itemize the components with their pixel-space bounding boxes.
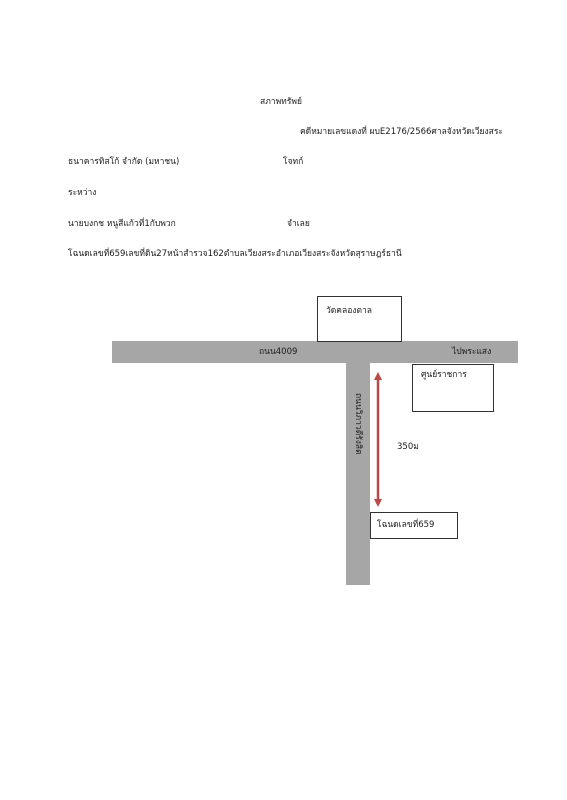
case-number: คดีหมายเลขแดงที่ ผบE2176/2566ศาลจังหวัดเวียงสระ <box>300 127 503 137</box>
plaintiff-name: ธนาคารทิสโก้ จำกัด (มหาชน) <box>68 157 180 167</box>
direction-label: ไปพระแสง <box>452 347 492 357</box>
temple-label: วัดคลองตาล <box>326 306 372 316</box>
distance-label: 350ม <box>397 442 419 452</box>
document-title: สภาพทรัพย์ <box>260 97 302 107</box>
property-description: โฉนดเลขที่659เลขที่ดิน27หน้าสำรวจ162ตำบลเวียงสระอำเภอเวียงสระจังหวัดสุราษฎร์ธานี <box>68 249 402 259</box>
defendant-role: จำเลย <box>287 219 310 229</box>
plaintiff-role: โจทก์ <box>283 157 304 167</box>
parcel-label: โฉนดเลขที่659 <box>377 520 435 530</box>
between-label: ระหว่าง <box>68 188 97 198</box>
side-road-label: ถนนวิภาวดีรังสิต <box>353 393 363 455</box>
government-center-label: ศูนย์ราชการ <box>421 370 467 380</box>
defendant-name: นายบงกช หนูสีแก้วที่1กับพวก <box>68 219 176 229</box>
main-road-label: ถนน4009 <box>259 347 298 357</box>
